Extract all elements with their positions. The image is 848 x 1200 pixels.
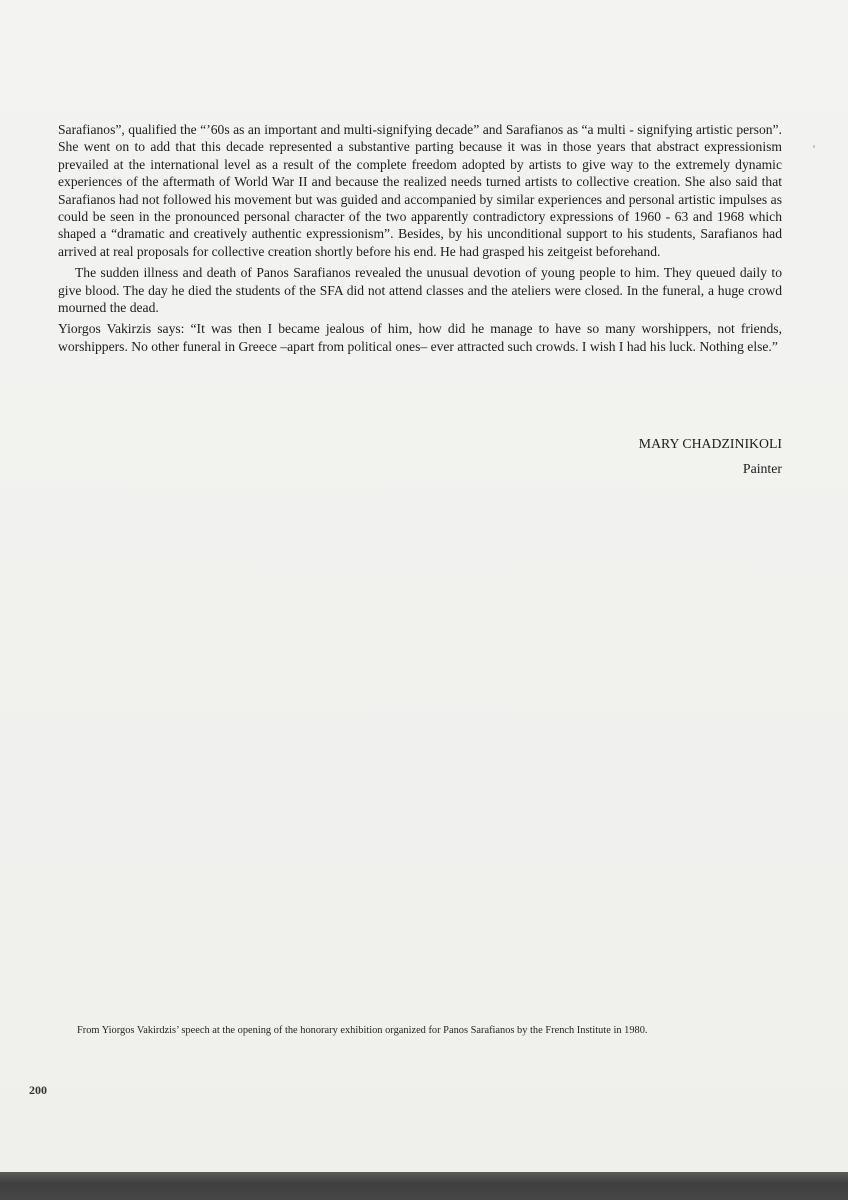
author-signature [639, 431, 782, 481]
author-name: MARY CHADZINIKOLI [638, 436, 782, 451]
scan-bottom-edge [0, 1172, 848, 1200]
footnote: From Yiorgos Vakirdzis’ speech at the opening of the honorary exhibition organized for Panos Sarafianos by the French Institute in 1980. [77, 1025, 648, 1036]
page-number: 200 [29, 1083, 47, 1097]
author-role: Painter [742, 461, 782, 476]
paragraph-3: Yiorgos Vakirzis says: “It was then I became jealous of him, how did he manage to have so many worshippers, not friends, worshippers. No other funeral in Greece –apart from political ones– ever attracted such crowds. I wish I had his luck. Nothing else.” [58, 321, 782, 354]
article-body [58, 121, 782, 355]
paragraph-2: The sudden illness and death of Panos Sarafianos revealed the unusual devotion of young people to him. They queued daily to give blood. The day he died the students of the SFA did not attend classes and the ateliers were closed. In the funeral, a huge crowd mourned the dead. [58, 265, 782, 316]
paragraph-1: Sarafianos”, qualified the “’60s as an important and multi-signifying decade” and Sarafianos as “a multi - signifying artistic person”. She went on to add that this decade represented a substantive parting because it was in those years that abstract expressionism prevailed at the international level as a result of the complete freedom adopted by artists to give way to the extremely dynamic experiences of the aftermath of World War II and because the realized needs turned artists to collective creation. She also said that Sarafianos had not followed his movement but was guided and accompanied by similar experiences and personal artistic impulses as could be seen in the pronounced personal character of the two apparently contradictory expressions of 1960 - 63 and 1968 which shaped a “dramatic and creatively authentic expressionism”. Besides, by his unconditional support to his students, Sarafianos had arrived at real proposals for collective creation shortly before his end. He had grasped his zeitgeist beforehand. [58, 122, 782, 259]
scan-speck [813, 145, 815, 148]
